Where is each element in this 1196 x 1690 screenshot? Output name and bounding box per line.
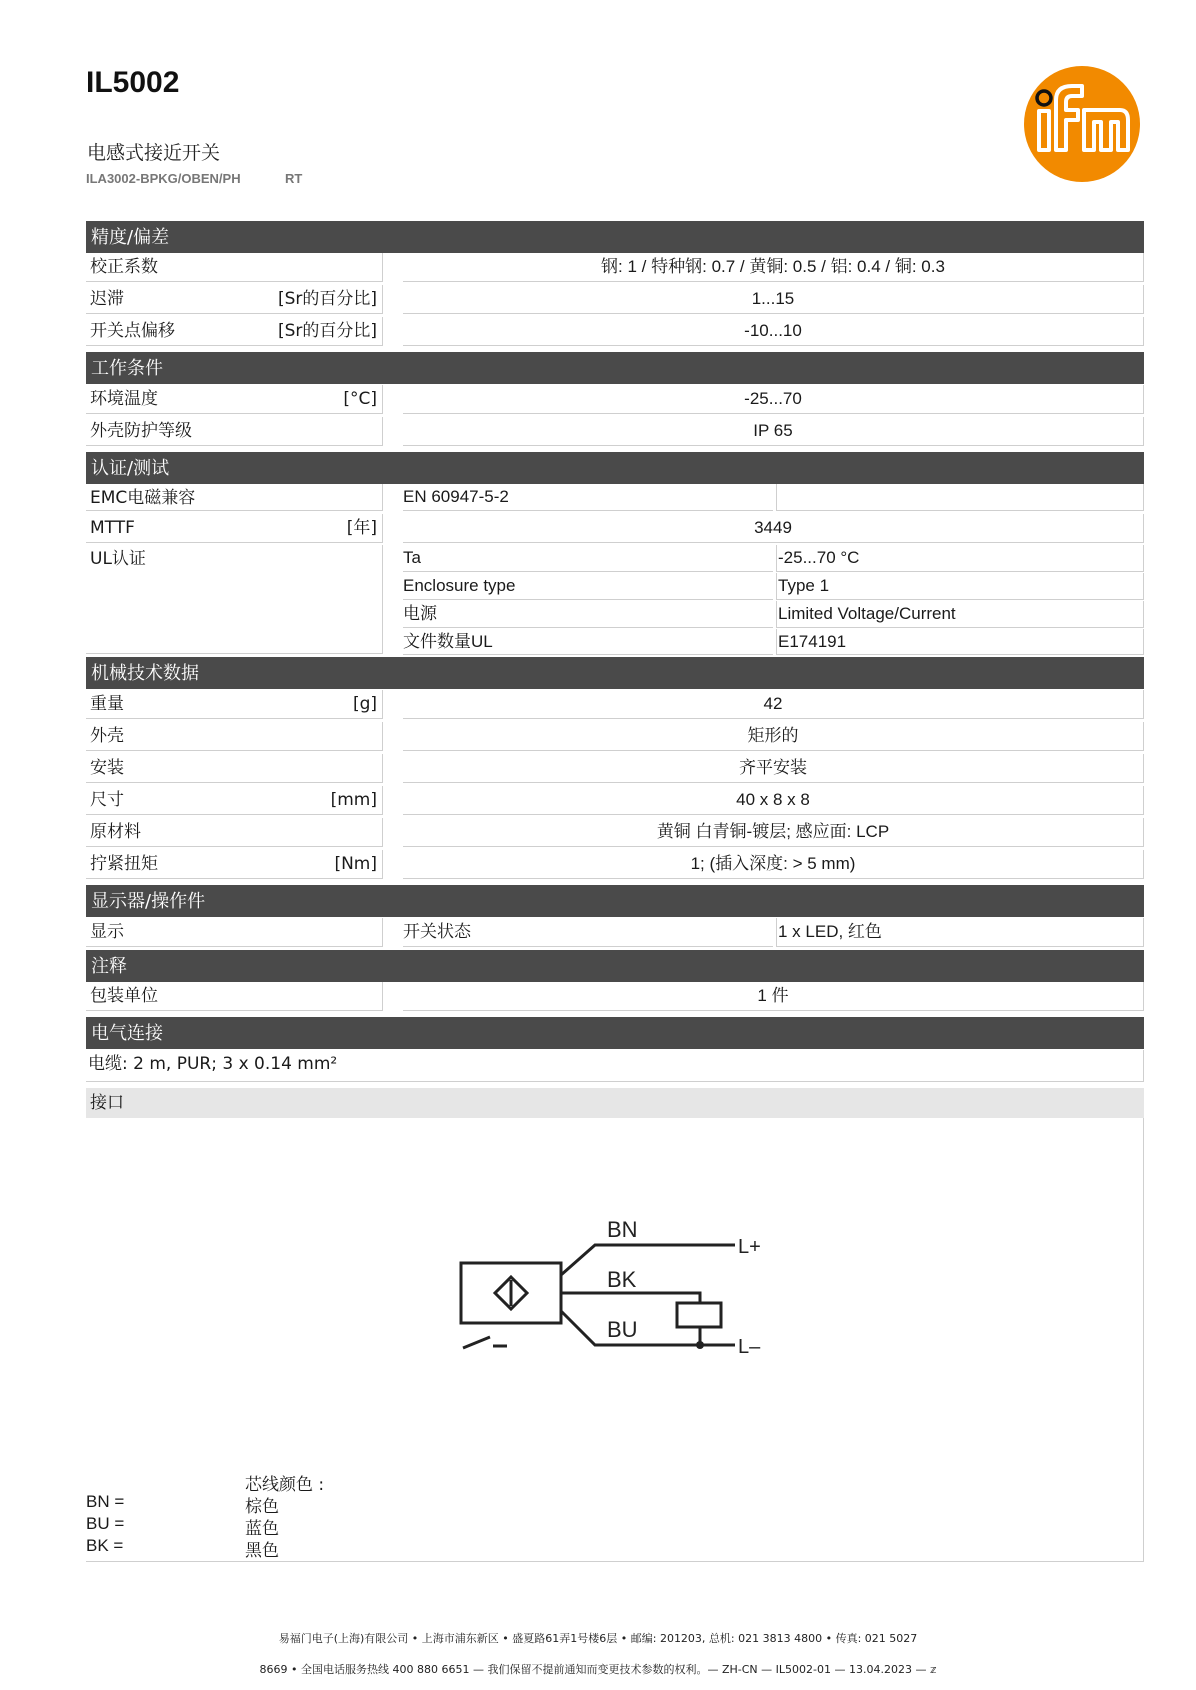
- materials-label: 原材料: [86, 818, 383, 847]
- wiring-diagram: [455, 1205, 785, 1365]
- mttf-value: 3449: [403, 514, 1144, 543]
- legend-code-bn: BN =: [86, 1492, 125, 1511]
- housing-value: 矩形的: [403, 722, 1144, 751]
- tightening-torque-unit: [Nm]: [334, 854, 377, 874]
- section-mechanical-data: 机械技术数据: [86, 657, 1144, 689]
- weight-value: 42: [403, 690, 1144, 719]
- legend-code-bu: BU =: [86, 1514, 125, 1533]
- cable-spec: 电缆: 2 m, PUR; 3 x 0.14 mm²: [86, 1050, 1144, 1082]
- section-operating-conditions: 工作条件: [86, 352, 1144, 384]
- ul-value-power-supply: Limited Voltage/Current: [776, 601, 1144, 628]
- section-approvals: 认证/测试: [86, 452, 1144, 484]
- article-code: ILA3002-BPKG/OBEN/PH: [86, 171, 241, 186]
- switch-symbol: [463, 1337, 490, 1348]
- hysteresis-label: 迟滞 [Sr的百分比]: [86, 285, 383, 314]
- ul-key-power-supply: 电源: [403, 601, 773, 628]
- junction-dot: [696, 1341, 704, 1349]
- product-subtitle: 电感式接近开关: [87, 142, 221, 164]
- ul-approval-label: UL认证: [86, 545, 383, 654]
- ul-value-file-number: E174191: [776, 629, 1144, 655]
- mounting-value: 齐平安装: [403, 754, 1144, 783]
- switchpoint-drift-value: -10...10: [403, 317, 1144, 346]
- packing-unit-value: 1 件: [403, 982, 1144, 1011]
- tightening-torque-label: 拧紧扭矩 [Nm]: [86, 850, 383, 879]
- label-l-plus: L+: [738, 1236, 761, 1258]
- dimensions-unit: [mm]: [330, 790, 377, 810]
- correction-factor-value: 钢: 1 / 特种钢: 0.7 / 黄铜: 0.5 / 铝: 0.4 / 铜: 0.3: [403, 253, 1144, 282]
- section-electrical-connection: 电气连接: [86, 1017, 1144, 1049]
- housing-label: 外壳: [86, 722, 383, 751]
- core-colours-title: 芯线颜色 :: [245, 1475, 325, 1495]
- section-accuracy: 精度/偏差: [86, 221, 1144, 253]
- switchpoint-drift-unit: [Sr的百分比]: [277, 321, 377, 341]
- ul-key-enclosure: Enclosure type: [403, 573, 773, 600]
- materials-value: 黄铜 白青铜-镀层; 感应面: LCP: [403, 818, 1144, 847]
- label-bu: BU: [607, 1317, 638, 1342]
- emc-value: EN 60947-5-2: [403, 484, 773, 511]
- ambient-temperature-label: 环境温度 [°C]: [86, 385, 383, 414]
- article-suffix: RT: [285, 171, 303, 186]
- label-bk: BK: [607, 1267, 637, 1292]
- wire-bn: [561, 1245, 735, 1275]
- load-symbol: [677, 1303, 721, 1327]
- emc-empty-cell: [776, 484, 1144, 511]
- legend-code-bk: BK =: [86, 1536, 124, 1555]
- footer-address: 易福门电子(上海)有限公司 • 上海市浦东新区 • 盛夏路61弄1号楼6层 • 邮编: 201203, 总机: 021 3813 4800 • 传真: 021 5027: [278, 1632, 918, 1645]
- connection-heading: 接口: [86, 1088, 1144, 1118]
- ifm-logo: [1022, 64, 1142, 184]
- label-l-minus: L–: [738, 1336, 761, 1358]
- section-display-operating: 显示器/操作件: [86, 885, 1144, 917]
- ul-value-enclosure: Type 1: [776, 573, 1144, 600]
- label-bn: BN: [607, 1217, 638, 1242]
- legend-color-bn: 棕色: [245, 1497, 279, 1517]
- ul-key-ta: Ta: [403, 545, 773, 572]
- legend-color-bk: 黑色: [245, 1541, 279, 1561]
- section-remarks: 注释: [86, 950, 1144, 982]
- protection-rating-label: 外壳防护等级: [86, 417, 383, 446]
- tightening-torque-value: 1; (插入深度: > 5 mm): [403, 850, 1144, 879]
- mttf-label: MTTF [年]: [86, 514, 383, 543]
- display-key: 开关状态: [403, 918, 773, 947]
- switchpoint-drift-label: 开关点偏移 [Sr的百分比]: [86, 317, 383, 346]
- ambient-temperature-value: -25...70: [403, 385, 1144, 414]
- hysteresis-value: 1...15: [403, 285, 1144, 314]
- footer-legal: 8669 • 全国电话服务热线 400 880 6651 — 我们保留不提前通知而变更技术参数的权利。— ZH-CN — IL5002-01 — 13.04.2023 — 𝕫: [259, 1663, 937, 1676]
- display-value: 1 x LED, 红色: [776, 918, 1144, 947]
- ul-value-ta: -25...70 °C: [776, 545, 1144, 572]
- packing-unit-label: 包装单位: [86, 982, 383, 1011]
- ambient-temperature-unit: [°C]: [343, 389, 377, 409]
- mttf-unit: [年]: [346, 518, 377, 538]
- weight-label: 重量 [g]: [86, 690, 383, 719]
- page-mark: 𝕫: [929, 1663, 937, 1676]
- legend-color-bu: 蓝色: [245, 1519, 279, 1539]
- dimensions-label: 尺寸 [mm]: [86, 786, 383, 815]
- product-title: IL5002: [86, 66, 180, 99]
- weight-unit: [g]: [352, 694, 377, 714]
- mounting-label: 安装: [86, 754, 383, 783]
- emc-label: EMC电磁兼容: [86, 484, 383, 511]
- protection-rating-value: IP 65: [403, 417, 1144, 446]
- hysteresis-unit: [Sr的百分比]: [277, 289, 377, 309]
- display-label: 显示: [86, 918, 383, 947]
- correction-factor-label: 校正系数: [86, 253, 383, 282]
- ul-key-file-number: 文件数量UL: [403, 629, 773, 655]
- dimensions-value: 40 x 8 x 8: [403, 786, 1144, 815]
